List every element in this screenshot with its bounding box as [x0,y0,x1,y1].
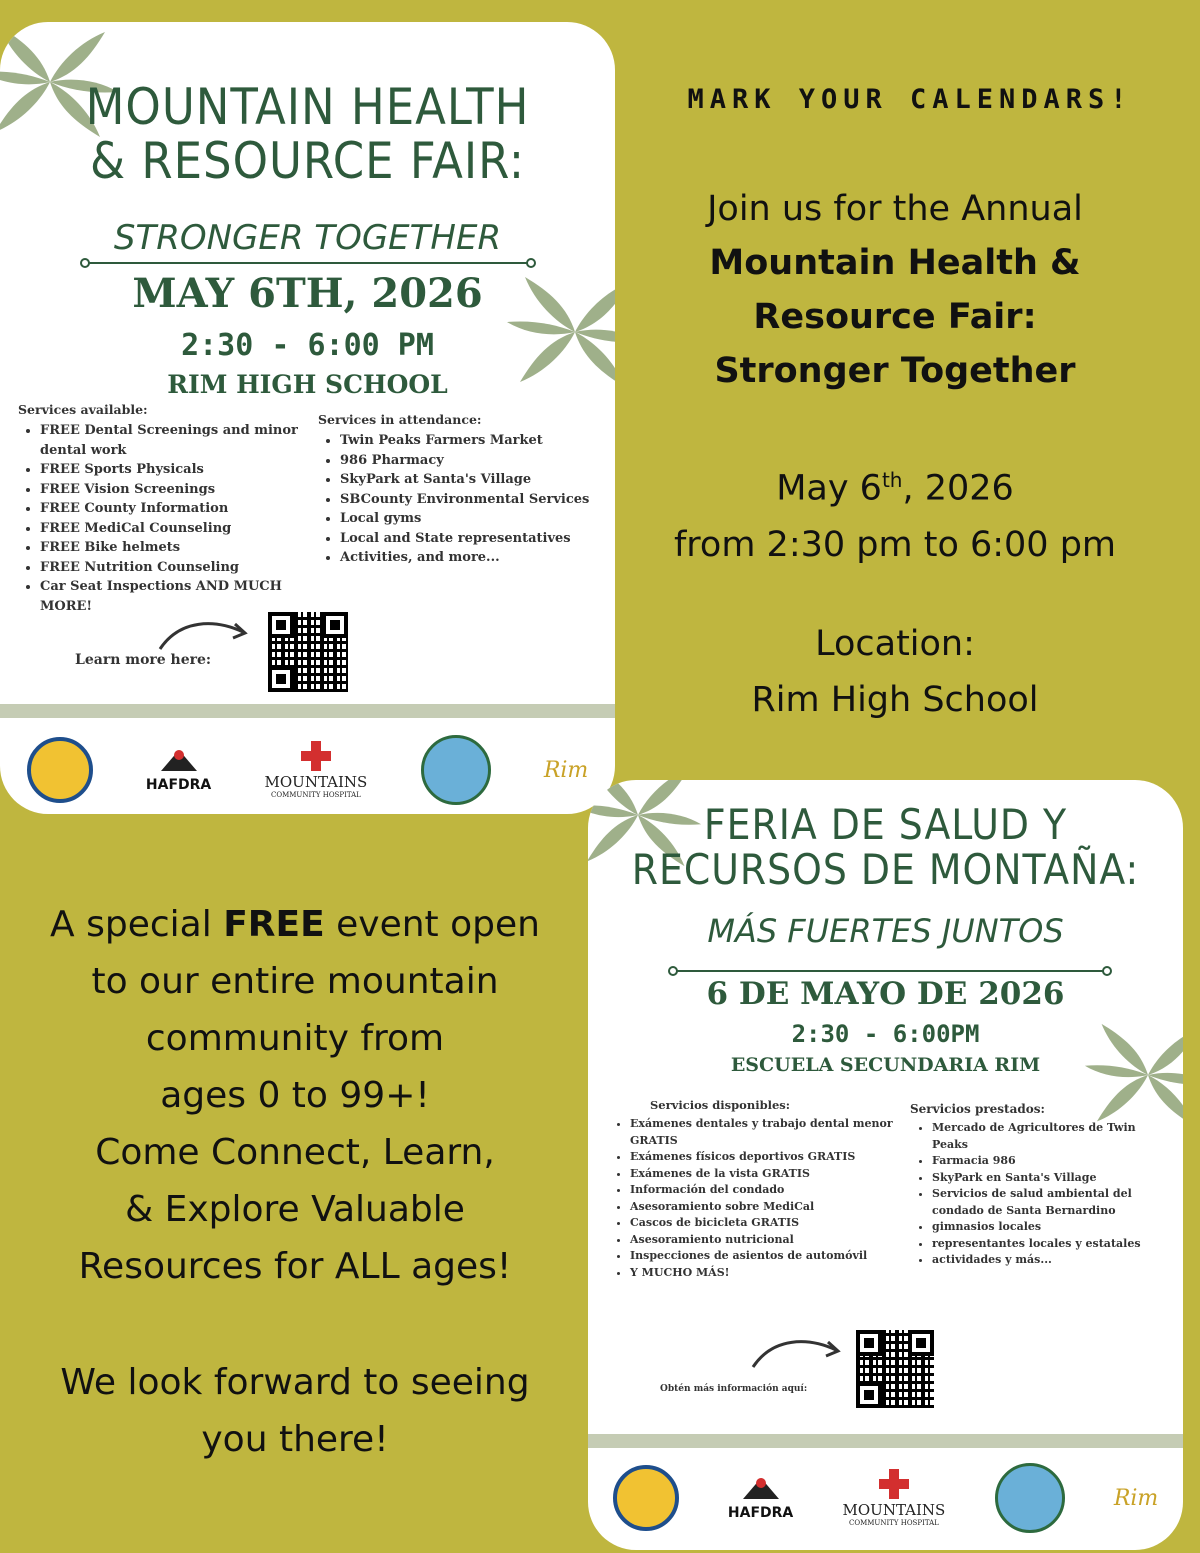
hafdra-logo: HAFDRA [728,1475,793,1521]
event-name-line: Resource Fair: [753,297,1037,337]
learn-more-label: Obtén más información aquí: [660,1384,808,1394]
event-description [20,896,570,1295]
hafdra-logo: HAFDRA [146,747,211,793]
service-item: • Activities, and more... [340,548,613,568]
service-item: • Local and State representatives [340,529,613,549]
poster-subtitle: STRONGER TOGETHER [113,218,502,258]
event-venue: RIM HIGH SCHOOL [167,370,448,399]
service-item: • FREE Nutrition Counseling [40,558,308,578]
service-item: • Exámenes dentales y trabajo dental menor GRATIS [630,1116,908,1149]
services-attendance-heading: Services in attendance: [318,412,482,427]
event-time: 2:30 - 6:00PM [791,1020,980,1048]
service-item: • Car Seat Inspections AND MUCH MORE! [40,577,308,616]
service-item: • Local gyms [340,509,613,529]
service-item: • FREE Sports Physicals [40,460,308,480]
closing-message [20,1354,570,1468]
service-item: • SkyPark at Santa's Village [340,470,613,490]
mark-your-calendars-heading: MARK YOUR CALENDARS! [687,84,1133,115]
qr-code[interactable] [268,612,348,692]
service-item: • FREE MediCal Counseling [40,519,308,539]
event-announcement [620,182,1170,398]
service-item: • actividades y más... [932,1252,1175,1269]
service-item: • Y MUCHO MÁS! [630,1265,908,1282]
service-item: • 986 Pharmacy [340,451,613,471]
service-item: • SkyPark en Santa's Village [932,1170,1175,1187]
service-item: • Asesoramiento nutricional [630,1232,908,1249]
closing-line: We look forward to seeing [60,1362,530,1403]
learn-more-label: Learn more here: [75,652,212,668]
location-label: Location: [815,624,975,664]
sponsor-logos [0,730,615,810]
divider [676,970,1104,972]
services-attendance-heading: Servicios prestados: [910,1102,1045,1116]
services-attendance [910,1102,1175,1269]
service-item: • Exámenes de la vista GRATIS [630,1166,908,1183]
service-item: • representantes locales y estatales [932,1236,1175,1253]
description-line: Come Connect, Learn, [95,1132,495,1173]
event-location [620,616,1170,728]
service-item: • Exámenes físicos deportivos GRATIS [630,1149,908,1166]
service-item: • Twin Peaks Farmers Market [340,431,613,451]
join-line: Join us for the Annual [707,189,1083,229]
rim-of-the-world-parks-logo [995,1463,1065,1533]
service-item: • Cascos de bicicleta GRATIS [630,1215,908,1232]
services-available [608,1098,908,1281]
sponsor-logos [588,1458,1183,1538]
description-line: community from [145,1018,445,1059]
time-line: from 2:30 pm to 6:00 pm [673,524,1117,565]
description-line: Resources for ALL ages! [78,1246,512,1287]
footer-band [588,1434,1183,1448]
services-attendance [318,412,613,568]
rotary-logo [613,1465,679,1531]
poster-title: MOUNTAIN HEALTH & RESOURCE FAIR: [85,78,530,190]
service-item: • FREE Vision Screenings [40,480,308,500]
arrow-right-icon [748,1332,848,1372]
poster-subtitle: MÁS FUERTES JUNTOS [707,912,1064,950]
poster-title: FERIA DE SALUD Y RECURSOS DE MONTAÑA: [631,800,1140,895]
service-item: • Inspecciones de asientos de automóvil [630,1248,908,1265]
flyer-spanish [588,780,1183,1550]
service-item: • FREE County Information [40,499,308,519]
service-item: • FREE Dental Screenings and minor dental work [40,421,308,460]
mountains-hospital-logo: MOUNTAINS COMMUNITY HOSPITAL [843,1469,946,1527]
rim-district-logo: Rim [1113,1485,1159,1511]
service-item: • SBCounty Environmental Services [340,490,613,510]
description-line: & Explore Valuable [125,1189,465,1230]
mountains-hospital-logo: MOUNTAINS COMMUNITY HOSPITAL [265,741,368,799]
event-name-line: Mountain Health & [709,243,1081,283]
arrow-right-icon [155,614,255,654]
rim-of-the-world-parks-logo [421,735,491,805]
rotary-logo [27,737,93,803]
event-date-time [620,452,1170,573]
services-available-heading: Services available: [18,402,148,417]
services-available [18,402,308,616]
service-item: • Asesoramiento sobre MediCal [630,1199,908,1216]
flyer-english [0,22,615,814]
event-name-line: Stronger Together [714,351,1076,391]
location-value: Rim High School [751,680,1039,720]
divider [88,262,528,264]
description-line: ages 0 to 99+! [160,1075,430,1116]
qr-code[interactable] [856,1330,934,1408]
event-time: 2:30 - 6:00 PM [181,328,434,363]
services-available-heading: Servicios disponibles: [650,1098,791,1112]
description-line: A special FREE event open [50,904,540,945]
event-date: MAY 6TH, 2026 [132,270,483,317]
service-item: • Mercado de Agricultores de Twin Peaks [932,1120,1175,1153]
service-item: • Información del condado [630,1182,908,1199]
event-venue: ESCUELA SECUNDARIA RIM [730,1054,1041,1076]
service-item: • Farmacia 986 [932,1153,1175,1170]
date-line: May 6th, 2026 [776,468,1014,509]
closing-line: you there! [201,1419,389,1460]
event-date: 6 DE MAYO DE 2026 [706,976,1065,1012]
service-item: • FREE Bike helmets [40,538,308,558]
service-item: • Servicios de salud ambiental del condado de Santa Bernardino [932,1186,1175,1219]
rim-district-logo: Rim [543,757,589,783]
service-item: • gimnasios locales [932,1219,1175,1236]
description-line: to our entire mountain [91,961,499,1002]
footer-band [0,704,615,718]
